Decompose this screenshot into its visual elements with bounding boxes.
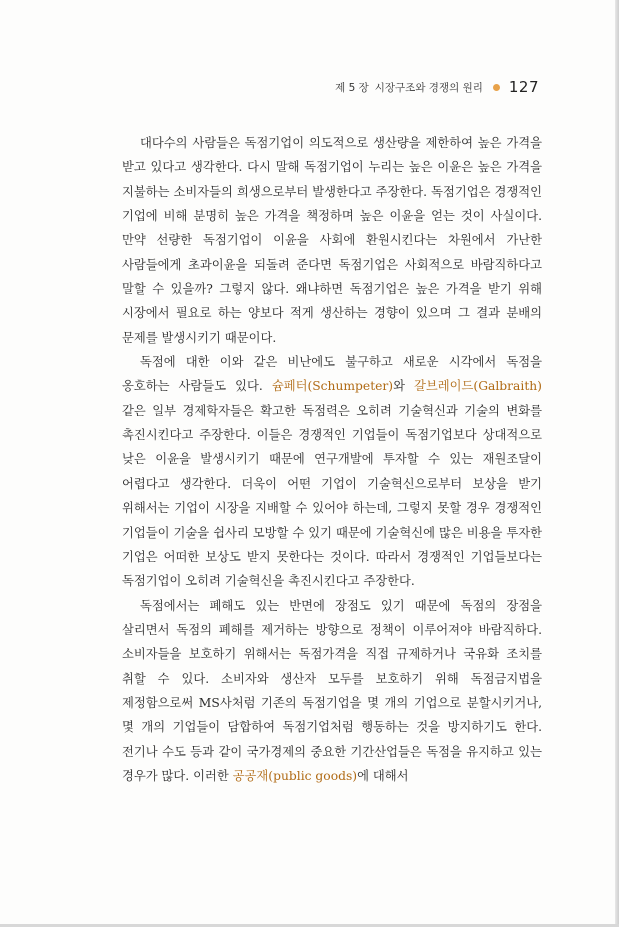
paragraph-2-text-b: 와 bbox=[393, 379, 415, 394]
page-number: 127 bbox=[508, 78, 539, 96]
paragraph-2-text-c: 같은 일부 경제학자들은 확고한 독점력은 오히려 기술혁신과 기술의 변화를 촉진시킨다고 주장한다. 이들은 경쟁적인 기업들이 독점기업보다 상대적으로 낮은 이윤을 발생시키기 때문에 연구개발에 투자할 수 있는 재원조달이 어렵다고 생각한다. 더욱이 어떤 기업이 기술혁신으로부터 보상을 받기 위해서는 기업이 시장을 지배할 수 있어야 하는데, 그렇지 못할 경우 경쟁적인 기업들이 기술을 쉽사리 모방할 수 있기 때문에 기술혁신에 많은 비용을 투자한 기업은 어떠한 보상도 받지 못한다는 것이다. 따라서 경쟁적인 기업들보다는 독점기업이 오히려 기술혁신을 촉진시킨다고 주장한다. bbox=[122, 403, 542, 589]
term-public-goods: 공공재(public goods) bbox=[232, 768, 358, 783]
paragraph-3 bbox=[122, 594, 542, 789]
bullet-dot-icon bbox=[493, 84, 500, 91]
body-text bbox=[122, 131, 542, 788]
chapter-number: 제 5 장 bbox=[335, 81, 369, 94]
paragraph-2 bbox=[122, 350, 542, 593]
running-head bbox=[335, 78, 539, 96]
paragraph-3-text-b: 에 대해서 bbox=[357, 768, 409, 783]
paragraph-3-text-a: 독점에서는 폐해도 있는 반면에 장점도 있기 때문에 독점의 장점을 살리면서 독점의 폐해를 제거하는 방향으로 정책이 이루어져야 바람직하다. 소비자들을 보호하기 위해서는 독점가격을 직접 규제하거나 국유화 조치를 취할 수 있다. 소비자와 생산자 모두를 보호하기 위해 독점금지법을 제정함으로써 MS사처럼 기존의 독점기업을 몇 개의 기업으로 분할시키거나, 몇 개의 기업들이 담합하여 독점기업처럼 행동하는 것을 방지하기도 한다. 전기나 수도 등과 같이 국가경제의 중요한 기간산업들은 독점을 유지하고 있는 경우가 많다. 이러한 bbox=[122, 598, 542, 783]
term-galbraith: 갈브레이드(Galbraith) bbox=[414, 379, 542, 394]
term-schumpeter: 슘페터(Schumpeter) bbox=[271, 379, 394, 394]
page-edge bbox=[615, 0, 619, 927]
chapter-title: 시장구조와 경쟁의 원리 bbox=[374, 81, 483, 94]
paragraph-2-text-a: 독점에 대한 이와 같은 비난에도 불구하고 새로운 시각에서 독점을 옹호하는 사람들도 있다. bbox=[122, 355, 542, 394]
paragraph-1: 대다수의 사람들은 독점기업이 의도적으로 생산량을 제한하여 높은 가격을 받고 있다고 생각한다. 다시 말해 독점기업이 누리는 높은 이윤은 높은 가격을 지불하는 소비자들의 희생으로부터 발생한다고 주장한다. 독점기업은 경쟁적인 기업에 비해 분명히 높은 가격을 책정하며 높은 이윤을 얻는 것이 사실이다. 만약 선량한 독점기업이 이윤을 사회에 환원시킨다는 차원에서 가난한 사람들에게 초과이윤을 되돌려 준다면 독점기업은 사회적으로 바람직하다고 말할 수 있을까? 그렇지 않다. 왜냐하면 독점기업은 높은 가격을 받기 위해 시장에서 필요로 하는 양보다 적게 생산하는 경향이 있으며 그 결과 분배의 문제를 발생시키기 때문이다. bbox=[122, 136, 542, 345]
